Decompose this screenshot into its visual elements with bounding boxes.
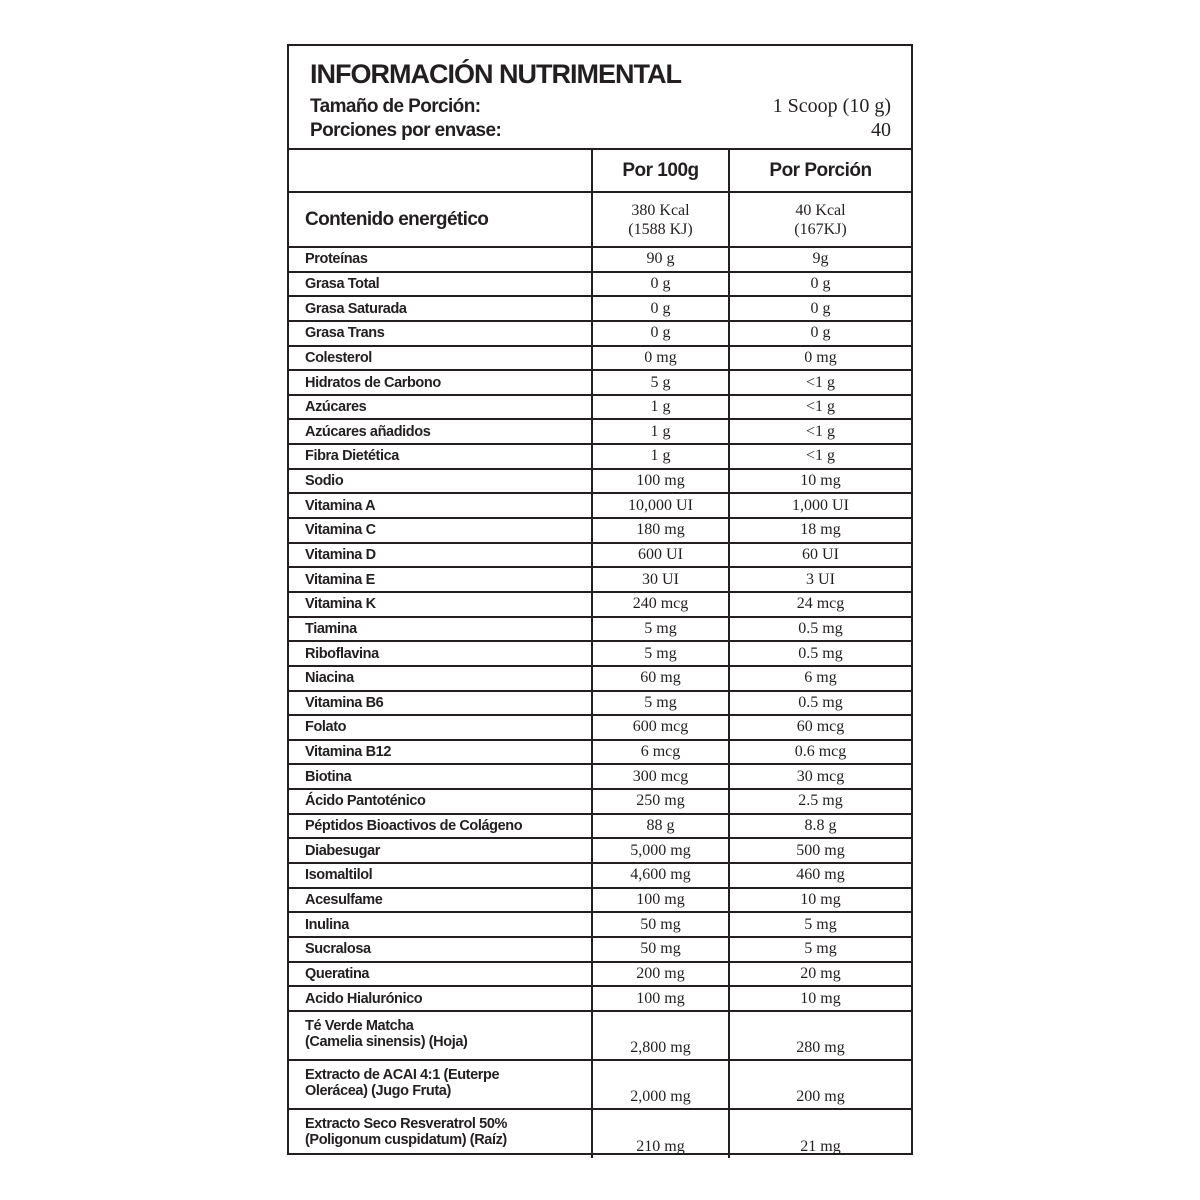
table-row <box>289 321 911 346</box>
nutrient-per-100g: 5 mg <box>592 691 729 716</box>
nutrient-name: Vitamina B12 <box>289 740 592 765</box>
nutrient-per-serving: <1 g <box>729 370 911 395</box>
nutrient-name-line: Extracto Seco Resveratrol 50% <box>305 1115 507 1132</box>
nutrient-per-100g: 240 mcg <box>592 592 729 617</box>
nutrient-name: Hidratos de Carbono <box>289 370 592 395</box>
nutrient-per-100g: 1 g <box>592 419 729 444</box>
header-blank-cell <box>289 150 592 192</box>
servings-per-container-row <box>310 118 891 142</box>
nutrient-per-serving: 24 mcg <box>729 592 911 617</box>
nutrient-name: Vitamina E <box>289 567 592 592</box>
nutrient-name: Vitamina A <box>289 493 592 518</box>
nutrient-per-serving: 9g <box>729 247 911 272</box>
nutrient-per-100g: 4,600 mg <box>592 863 729 888</box>
nutrient-name: Isomaltilol <box>289 863 592 888</box>
nutrient-per-serving: 10 mg <box>729 986 911 1011</box>
table-row <box>289 838 911 863</box>
energy-per-100g-kcal: 380 Kcal <box>631 201 690 219</box>
header-per-100g: Por 100g <box>592 150 729 192</box>
nutrient-name-line: (Camelia sinensis) (Hoja) <box>305 1033 468 1050</box>
nutrient-name: Vitamina B6 <box>289 691 592 716</box>
nutrient-per-serving: 3 UI <box>729 567 911 592</box>
nutrient-per-100g: 0 g <box>592 321 729 346</box>
nutrient-name: Sucralosa <box>289 937 592 962</box>
energy-per-100g-kj: (1588 KJ) <box>628 220 693 238</box>
table-row <box>289 419 911 444</box>
table-row <box>289 1011 911 1060</box>
nutrient-per-serving: 0.6 mcg <box>729 740 911 765</box>
nutrition-label <box>287 44 913 1155</box>
nutrient-name <box>289 1109 592 1158</box>
servings-per-container-value: 40 <box>871 119 891 141</box>
servings-per-container-label: Porciones por envase: <box>310 120 502 141</box>
nutrient-per-100g: 0 g <box>592 296 729 321</box>
nutrient-name: Biotina <box>289 764 592 789</box>
nutrient-per-serving: 6 mg <box>729 666 911 691</box>
nutrient-per-serving: <1 g <box>729 395 911 420</box>
nutrient-per-100g: 600 mcg <box>592 715 729 740</box>
nutrient-per-serving: <1 g <box>729 419 911 444</box>
nutrient-per-100g: 1 g <box>592 395 729 420</box>
nutrient-per-100g: 5 mg <box>592 641 729 666</box>
table-row <box>289 296 911 321</box>
label-title: INFORMACIÓN NUTRIMENTAL <box>310 59 681 89</box>
nutrient-per-serving: 0.5 mg <box>729 617 911 642</box>
nutrient-per-serving: 280 mg <box>729 1011 911 1060</box>
nutrient-per-100g: 180 mg <box>592 518 729 543</box>
nutrient-per-serving: 500 mg <box>729 838 911 863</box>
nutrient-name: Grasa Total <box>289 272 592 297</box>
energy-per-serving-kj: (167KJ) <box>794 220 847 238</box>
nutrient-per-100g: 100 mg <box>592 986 729 1011</box>
nutrient-per-100g: 30 UI <box>592 567 729 592</box>
table-row <box>289 740 911 765</box>
nutrient-per-serving: 1,000 UI <box>729 493 911 518</box>
nutrient-per-100g: 2,000 mg <box>592 1060 729 1109</box>
serving-size-label: Tamaño de Porción: <box>310 96 481 117</box>
nutrient-name: Péptidos Bioactivos de Colágeno <box>289 814 592 839</box>
nutrient-name: Azúcares <box>289 395 592 420</box>
nutrient-per-100g: 0 mg <box>592 346 729 371</box>
nutrient-per-serving: 5 mg <box>729 912 911 937</box>
table-row <box>289 395 911 420</box>
nutrient-name: Grasa Trans <box>289 321 592 346</box>
table-row <box>289 518 911 543</box>
nutrient-per-serving: 200 mg <box>729 1060 911 1109</box>
nutrient-per-100g: 5 g <box>592 370 729 395</box>
nutrient-per-100g: 10,000 UI <box>592 493 729 518</box>
label-header <box>289 46 911 150</box>
nutrient-per-100g: 300 mcg <box>592 764 729 789</box>
table-row <box>289 617 911 642</box>
nutrient-per-serving: 0 mg <box>729 346 911 371</box>
table-row <box>289 272 911 297</box>
energy-label: Contenido energético <box>289 192 592 247</box>
nutrient-per-100g: 88 g <box>592 814 729 839</box>
nutrient-per-100g: 60 mg <box>592 666 729 691</box>
nutrient-per-100g: 5 mg <box>592 617 729 642</box>
nutrient-per-100g: 100 mg <box>592 888 729 913</box>
nutrient-name-line: Extracto de ACAI 4:1 (Euterpe <box>305 1066 500 1083</box>
table-row <box>289 247 911 272</box>
nutrient-per-100g: 5,000 mg <box>592 838 729 863</box>
nutrient-per-serving: 0.5 mg <box>729 641 911 666</box>
nutrient-per-serving: 460 mg <box>729 863 911 888</box>
table-row <box>289 592 911 617</box>
header-per-serving: Por Porción <box>729 150 911 192</box>
table-row <box>289 937 911 962</box>
nutrient-per-100g: 100 mg <box>592 469 729 494</box>
table-row <box>289 863 911 888</box>
energy-per-serving-kcal: 40 Kcal <box>795 201 846 219</box>
table-row <box>289 370 911 395</box>
nutrient-name: Riboflavina <box>289 641 592 666</box>
nutrient-name: Sodio <box>289 469 592 494</box>
nutrient-table <box>289 150 911 1158</box>
nutrient-name: Grasa Saturada <box>289 296 592 321</box>
nutrient-name: Vitamina C <box>289 518 592 543</box>
nutrient-name: Fibra Dietética <box>289 444 592 469</box>
nutrient-per-100g: 50 mg <box>592 912 729 937</box>
nutrient-name <box>289 1060 592 1109</box>
table-row <box>289 1109 911 1158</box>
nutrient-per-serving: 0.5 mg <box>729 691 911 716</box>
nutrient-per-serving: <1 g <box>729 444 911 469</box>
nutrient-name <box>289 1011 592 1060</box>
nutrient-name: Proteínas <box>289 247 592 272</box>
table-row <box>289 691 911 716</box>
nutrient-name: Niacina <box>289 666 592 691</box>
table-row <box>289 641 911 666</box>
nutrient-name: Diabesugar <box>289 838 592 863</box>
table-row <box>289 1060 911 1109</box>
nutrient-name: Folato <box>289 715 592 740</box>
table-row <box>289 912 911 937</box>
nutrient-per-serving: 18 mg <box>729 518 911 543</box>
serving-size-row <box>310 94 891 118</box>
nutrient-name: Acido Hialurónico <box>289 986 592 1011</box>
nutrient-per-serving: 8.8 g <box>729 814 911 839</box>
table-row <box>289 567 911 592</box>
energy-per-100g <box>592 192 729 247</box>
nutrient-per-serving: 60 mcg <box>729 715 911 740</box>
table-row <box>289 543 911 568</box>
nutrient-name-line: (Poligonum cuspidatum) (Raíz) <box>305 1131 507 1148</box>
table-header-row <box>289 150 911 192</box>
nutrient-per-100g: 250 mg <box>592 789 729 814</box>
table-row <box>289 764 911 789</box>
nutrient-name-line: Olerácea) (Jugo Fruta) <box>305 1082 451 1099</box>
nutrient-per-serving: 5 mg <box>729 937 911 962</box>
table-row <box>289 715 911 740</box>
nutrient-per-100g: 600 UI <box>592 543 729 568</box>
table-row <box>289 469 911 494</box>
energy-row <box>289 192 911 247</box>
table-row <box>289 814 911 839</box>
serving-size-value: 1 Scoop (10 g) <box>772 95 891 117</box>
energy-per-serving <box>729 192 911 247</box>
table-row <box>289 493 911 518</box>
nutrient-name: Azúcares añadidos <box>289 419 592 444</box>
nutrient-per-serving: 21 mg <box>800 1137 841 1155</box>
nutrient-per-serving: 0 g <box>729 272 911 297</box>
nutrient-per-serving: 10 mg <box>729 469 911 494</box>
nutrient-name: Acesulfame <box>289 888 592 913</box>
nutrient-per-100g: 210 mg <box>592 1109 729 1158</box>
nutrient-name: Inulina <box>289 912 592 937</box>
nutrient-name: Colesterol <box>289 346 592 371</box>
table-row <box>289 962 911 987</box>
nutrient-name: Vitamina K <box>289 592 592 617</box>
nutrient-per-100g: 2,800 mg <box>592 1011 729 1060</box>
table-row <box>289 666 911 691</box>
nutrient-per-serving: 0 g <box>729 296 911 321</box>
table-row <box>289 888 911 913</box>
nutrient-name: Queratina <box>289 962 592 987</box>
nutrient-per-serving: 2.5 mg <box>729 789 911 814</box>
table-row <box>289 444 911 469</box>
nutrient-per-100g: 6 mcg <box>592 740 729 765</box>
nutrient-per-serving: 20 mg <box>729 962 911 987</box>
nutrient-per-serving: 30 mcg <box>729 764 911 789</box>
nutrient-per-serving: 0 g <box>729 321 911 346</box>
nutrient-name: Tiamina <box>289 617 592 642</box>
table-row <box>289 346 911 371</box>
nutrient-per-serving: 10 mg <box>729 888 911 913</box>
table-row <box>289 986 911 1011</box>
nutrient-per-serving: 60 UI <box>729 543 911 568</box>
nutrient-per-100g: 0 g <box>592 272 729 297</box>
nutrient-per-100g: 200 mg <box>592 962 729 987</box>
nutrient-per-100g: 90 g <box>592 247 729 272</box>
nutrient-name: Ácido Pantoténico <box>289 789 592 814</box>
nutrient-name-line: Té Verde Matcha <box>305 1017 414 1034</box>
nutrient-per-100g: 50 mg <box>592 937 729 962</box>
nutrient-per-100g: 1 g <box>592 444 729 469</box>
table-row <box>289 789 911 814</box>
nutrient-name: Vitamina D <box>289 543 592 568</box>
